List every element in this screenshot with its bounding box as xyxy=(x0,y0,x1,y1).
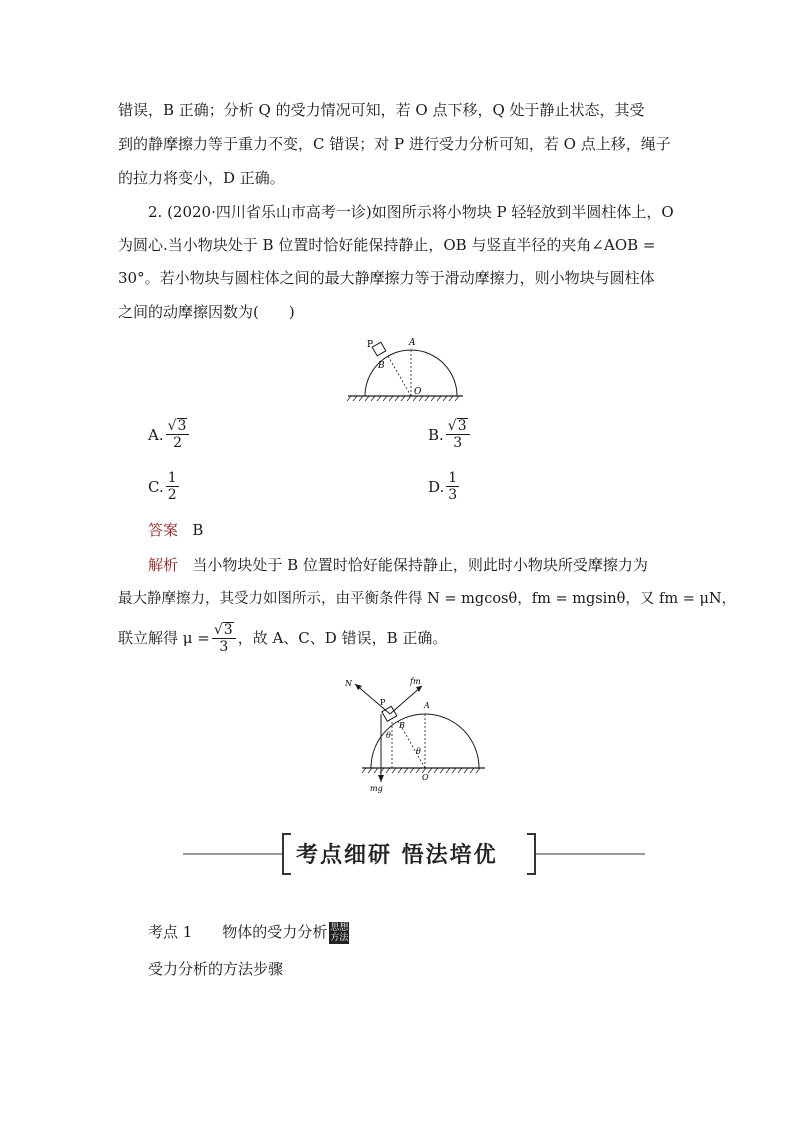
option-b[interactable] xyxy=(428,418,470,451)
option-b-numerator: 3 xyxy=(457,418,467,434)
figure2-label-n: N xyxy=(345,679,352,688)
figure2-label-b: B xyxy=(399,721,405,730)
section-subheading: 受力分析的方法步骤 xyxy=(148,960,284,978)
option-a-fraction xyxy=(166,418,190,451)
paragraph1-line3: 的拉力将变小，D 正确。 xyxy=(118,169,285,187)
option-d[interactable] xyxy=(428,470,459,503)
figure2-label-o: O xyxy=(422,773,429,782)
arrow-head-icon xyxy=(378,775,384,782)
figure1-radius-ob xyxy=(388,356,411,396)
option-d-numerator: 1 xyxy=(448,470,458,486)
analysis-line2: 最大静摩擦力，其受力如图所示，由平衡条件得 N = mgcosθ，fm = mgsinθ，又 fm = μN， xyxy=(118,591,737,607)
figure1-semicircle-diagram xyxy=(345,335,465,405)
analysis-line3-post: ，故 A、C、D 错误，B 正确。 xyxy=(237,629,448,647)
option-c-fraction xyxy=(166,470,179,503)
figure1-semicircle xyxy=(365,350,457,396)
answer-value: B xyxy=(192,521,204,539)
option-b-letter: B. xyxy=(428,425,444,444)
section-heading-line xyxy=(148,922,349,944)
option-b-fraction xyxy=(446,418,470,451)
question-line1: 2. (2020·四川省乐山市高考一诊)如图所示将小物块 P 轻轻放到半圆柱体上，O xyxy=(148,203,674,221)
analysis-numerator: 3 xyxy=(223,621,233,638)
figure1-label-a: A xyxy=(409,338,416,348)
option-c-letter: C. xyxy=(148,477,164,496)
figure2-label-theta1: θ xyxy=(386,731,391,740)
analysis-line1 xyxy=(148,555,648,575)
question-line3: 30°。若小物块与圆柱体之间的最大静摩擦力等于滑动摩擦力，则小物块与圆柱体 xyxy=(118,269,655,287)
sqrt-icon: √ xyxy=(167,418,177,434)
method-badge: 思想 方法 xyxy=(330,923,349,943)
figure1-label-p: P xyxy=(367,340,374,350)
option-a-numerator: 3 xyxy=(177,418,187,434)
analysis-line3-pre: 联立解得 μ = xyxy=(118,629,210,647)
option-a[interactable] xyxy=(148,418,189,451)
analysis-label: 解析 xyxy=(148,556,179,574)
figure1-label-b: B xyxy=(378,361,385,371)
section-heading: 考点 1 物体的受力分析 xyxy=(148,923,328,941)
figure2-label-theta2: θ xyxy=(416,747,421,756)
paragraph1-line2: 到的静摩擦力等于重力不变，C 错误；对 P 进行受力分析可知，若 O 点上移，绳子 xyxy=(118,135,671,153)
figure2-label-fm: fm xyxy=(410,677,421,686)
option-d-denominator: 3 xyxy=(448,487,458,503)
answer-label: 答案 xyxy=(148,521,179,539)
figure1-block-p xyxy=(372,342,386,356)
sqrt-icon: √ xyxy=(213,621,223,638)
option-d-letter: D. xyxy=(428,477,445,496)
analysis-text1: 当小物块处于 B 位置时恰好能保持静止，则此时小物块所受摩擦力为 xyxy=(192,556,648,574)
option-b-denominator: 3 xyxy=(453,435,463,451)
option-a-letter: A. xyxy=(148,425,164,444)
section-banner-title: 考点细研 悟法培优 xyxy=(296,842,498,868)
question-line2: 为圆心.当小物块处于 B 位置时恰好能保持静止，OB 与竖直半径的夹角∠AOB = xyxy=(118,236,656,254)
analysis-line3 xyxy=(118,618,447,658)
option-d-fraction xyxy=(446,470,459,503)
analysis-fraction xyxy=(212,622,236,655)
analysis-denominator: 3 xyxy=(219,638,229,655)
question-line4: 之间的动摩擦因数为( ) xyxy=(118,303,295,321)
sqrt-icon: √ xyxy=(447,418,457,434)
option-c[interactable] xyxy=(148,470,179,503)
figure2-label-a: A xyxy=(424,701,430,710)
figure2-label-mg: mg xyxy=(370,784,383,793)
figure2-force-diagram xyxy=(340,672,490,797)
answer-line xyxy=(148,520,203,540)
paragraph1-line1: 错误，B 正确；分析 Q 的受力情况可知，若 O 点下移，Q 处于静止状态，其受 xyxy=(118,101,645,119)
option-a-denominator: 2 xyxy=(173,435,182,451)
figure2-label-p: P xyxy=(380,698,386,707)
figure1-label-o: O xyxy=(414,387,422,397)
figure2-arrow-fm xyxy=(390,686,422,714)
option-c-numerator: 1 xyxy=(167,470,177,486)
option-c-denominator: 2 xyxy=(167,487,177,503)
